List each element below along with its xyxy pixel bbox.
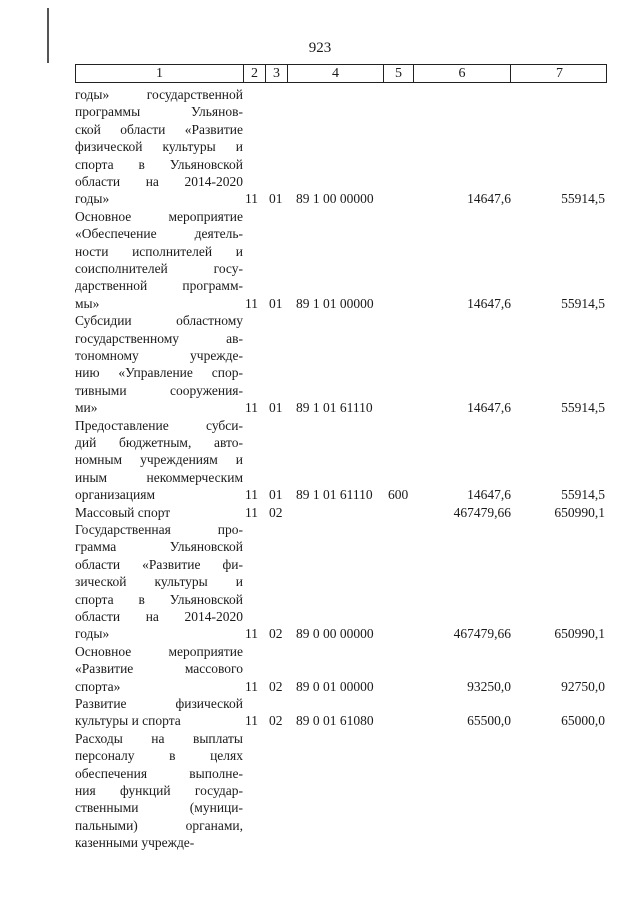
cell-c2: 11 xyxy=(245,678,258,694)
description-line: Массовый спорт xyxy=(75,504,171,520)
description-line: Развитие физической xyxy=(75,696,243,711)
cell-c7: 55914,5 xyxy=(561,400,605,416)
description-line: Основное мероприятие xyxy=(75,643,243,659)
cell-c3: 01 xyxy=(269,191,283,207)
description-line: области на 2014-2020 xyxy=(75,608,243,624)
description-line: обеспечения выполне- xyxy=(75,765,243,781)
cell-c3: 02 xyxy=(269,713,283,729)
description-line: Государственная про- xyxy=(75,522,243,537)
description-line: ственными (муници- xyxy=(75,800,243,816)
cell-c2: 11 xyxy=(245,626,258,642)
cell-c3: 01 xyxy=(269,295,283,311)
cell-c6: 14647,6 xyxy=(467,400,511,416)
header-col-5: 5 xyxy=(384,65,414,82)
description-line: государственному ав- xyxy=(75,330,243,346)
cell-c2: 11 xyxy=(245,487,258,503)
row-description xyxy=(75,643,243,695)
description-line: тономному учрежде- xyxy=(75,347,243,363)
row-description xyxy=(75,208,243,312)
description-line: грамма Ульяновской xyxy=(75,539,243,555)
description-line: годы» xyxy=(75,191,110,207)
cell-c5: 600 xyxy=(388,487,409,503)
description-line: тивными сооружения- xyxy=(75,382,243,398)
cell-c4: 89 1 00 00000 xyxy=(296,191,374,207)
description-line: Расходы на выплаты xyxy=(75,730,243,746)
cell-c2: 11 xyxy=(245,191,258,207)
cell-c3: 02 xyxy=(269,678,283,694)
description-line: ности исполнителей и xyxy=(75,243,243,259)
cell-c4: 89 0 01 00000 xyxy=(296,678,374,694)
description-line: «Развитие массового xyxy=(75,661,243,677)
cell-c3: 02 xyxy=(269,626,283,642)
cell-c7: 65000,0 xyxy=(561,713,605,729)
description-line: ской области «Развитие xyxy=(75,121,243,137)
cell-c7: 92750,0 xyxy=(561,678,605,694)
cell-c4: 89 0 01 61080 xyxy=(296,713,374,729)
header-col-2: 2 xyxy=(244,65,266,82)
description-line: ния функций государ- xyxy=(75,782,243,798)
cell-c4: 89 0 00 00000 xyxy=(296,626,374,642)
cell-c7: 55914,5 xyxy=(561,191,605,207)
description-line: дарственной программ- xyxy=(75,278,243,294)
description-line: годы» государственной xyxy=(75,87,243,102)
cell-c6: 93250,0 xyxy=(467,678,511,694)
header-col-1: 1 xyxy=(76,65,244,82)
row-description xyxy=(75,312,243,416)
header-col-4: 4 xyxy=(288,65,384,82)
description-line: «Обеспечение деятель- xyxy=(75,226,243,242)
cell-c4: 89 1 01 00000 xyxy=(296,295,374,311)
cell-c4: 89 1 01 61110 xyxy=(296,487,373,503)
description-line: физической культуры и xyxy=(75,139,243,155)
description-line: годы» xyxy=(75,626,110,642)
row-description xyxy=(75,521,243,643)
description-line: соисполнителей госу- xyxy=(75,260,243,276)
description-line: персоналу в целях xyxy=(75,748,243,764)
description-line: Предоставление субси- xyxy=(75,417,243,433)
description-line: спорта в Ульяновской xyxy=(75,156,243,172)
cell-c3: 01 xyxy=(269,487,283,503)
cell-c3: 02 xyxy=(269,504,283,520)
description-line: спорта» xyxy=(75,678,121,694)
row-description xyxy=(75,417,243,504)
description-line: культуры и спорта xyxy=(75,713,181,729)
description-line: номным учреждениям и xyxy=(75,452,243,468)
description-line: программы Ульянов- xyxy=(75,104,243,120)
description-line: пальными) органами, xyxy=(75,817,243,833)
cell-c6: 14647,6 xyxy=(467,191,511,207)
cell-c2: 11 xyxy=(245,713,258,729)
description-line: спорта в Ульяновской xyxy=(75,591,243,607)
table-header xyxy=(75,64,607,83)
description-line: мы» xyxy=(75,295,100,311)
description-line: нию «Управление спор- xyxy=(75,365,243,381)
header-col-3: 3 xyxy=(266,65,288,82)
header-col-6: 6 xyxy=(414,65,511,82)
row-description xyxy=(75,695,243,730)
cell-c6: 467479,66 xyxy=(453,504,511,520)
cell-c6: 65500,0 xyxy=(467,713,511,729)
cell-c2: 11 xyxy=(245,295,258,311)
cell-c6: 467479,66 xyxy=(453,626,511,642)
cell-c7: 650990,1 xyxy=(554,626,605,642)
cell-c6: 14647,6 xyxy=(467,487,511,503)
description-line: организациям xyxy=(75,487,156,503)
cell-c7: 55914,5 xyxy=(561,487,605,503)
row-description xyxy=(75,730,243,852)
row-description xyxy=(75,86,243,208)
description-line: области «Развитие фи- xyxy=(75,556,243,572)
description-line: иным некоммерческим xyxy=(75,469,243,485)
description-line: зической культуры и xyxy=(75,574,243,590)
cell-c3: 01 xyxy=(269,400,283,416)
description-line: Основное мероприятие xyxy=(75,208,243,224)
row-description xyxy=(75,504,243,521)
cell-c2: 11 xyxy=(245,504,258,520)
cell-c2: 11 xyxy=(245,400,258,416)
page-number: 923 xyxy=(308,40,332,56)
description-line: дий бюджетным, авто- xyxy=(75,434,243,450)
description-line: ми» xyxy=(75,400,98,416)
description-line: казенными учрежде- xyxy=(75,835,195,851)
header-col-7: 7 xyxy=(556,66,563,81)
cell-c7: 55914,5 xyxy=(561,295,605,311)
description-line: области на 2014-2020 xyxy=(75,173,243,189)
cell-c6: 14647,6 xyxy=(467,295,511,311)
cell-c4: 89 1 01 61110 xyxy=(296,400,373,416)
cell-c7: 650990,1 xyxy=(554,504,605,520)
description-line: Субсидии областному xyxy=(75,313,243,329)
